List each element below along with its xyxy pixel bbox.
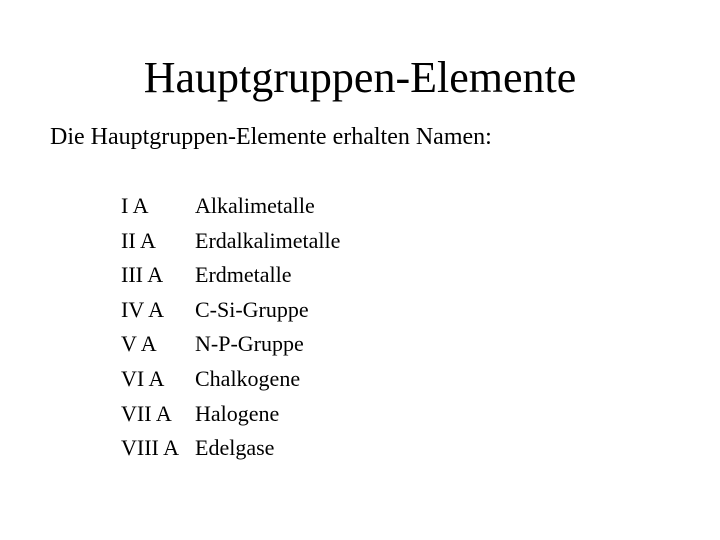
group-row-2a — [121, 224, 441, 259]
main-group-list — [121, 189, 441, 466]
group-code: VII A — [121, 400, 172, 426]
group-name: Erdalkalimetalle — [195, 227, 341, 253]
group-code: II A — [121, 227, 156, 253]
group-row-1a — [121, 189, 441, 224]
group-code: IV A — [121, 296, 164, 322]
group-row-6a — [121, 362, 441, 397]
group-code: I A — [121, 193, 149, 218]
group-name: C-Si-Gruppe — [195, 296, 309, 322]
group-name: Halogene — [195, 400, 280, 426]
group-row-8a — [121, 431, 441, 466]
group-code: V A — [121, 331, 157, 357]
group-name: Alkalimetalle — [195, 193, 315, 218]
group-name: Edelgase — [195, 435, 275, 461]
group-row-5a — [121, 327, 441, 362]
group-name: Erdmetalle — [195, 262, 292, 288]
group-name: N-P-Gruppe — [195, 331, 304, 357]
group-row-4a — [121, 293, 441, 328]
group-name: Chalkogene — [195, 365, 301, 391]
group-code: VI A — [121, 365, 165, 391]
group-code: III A — [121, 262, 164, 288]
group-row-3a — [121, 258, 441, 293]
group-code: VIII A — [121, 435, 180, 461]
intro-text: Die Hauptgruppen-Elemente erhalten Namen: — [50, 124, 492, 150]
slide-title: Hauptgruppen-Elemente — [143, 53, 577, 102]
group-row-7a — [121, 397, 441, 432]
